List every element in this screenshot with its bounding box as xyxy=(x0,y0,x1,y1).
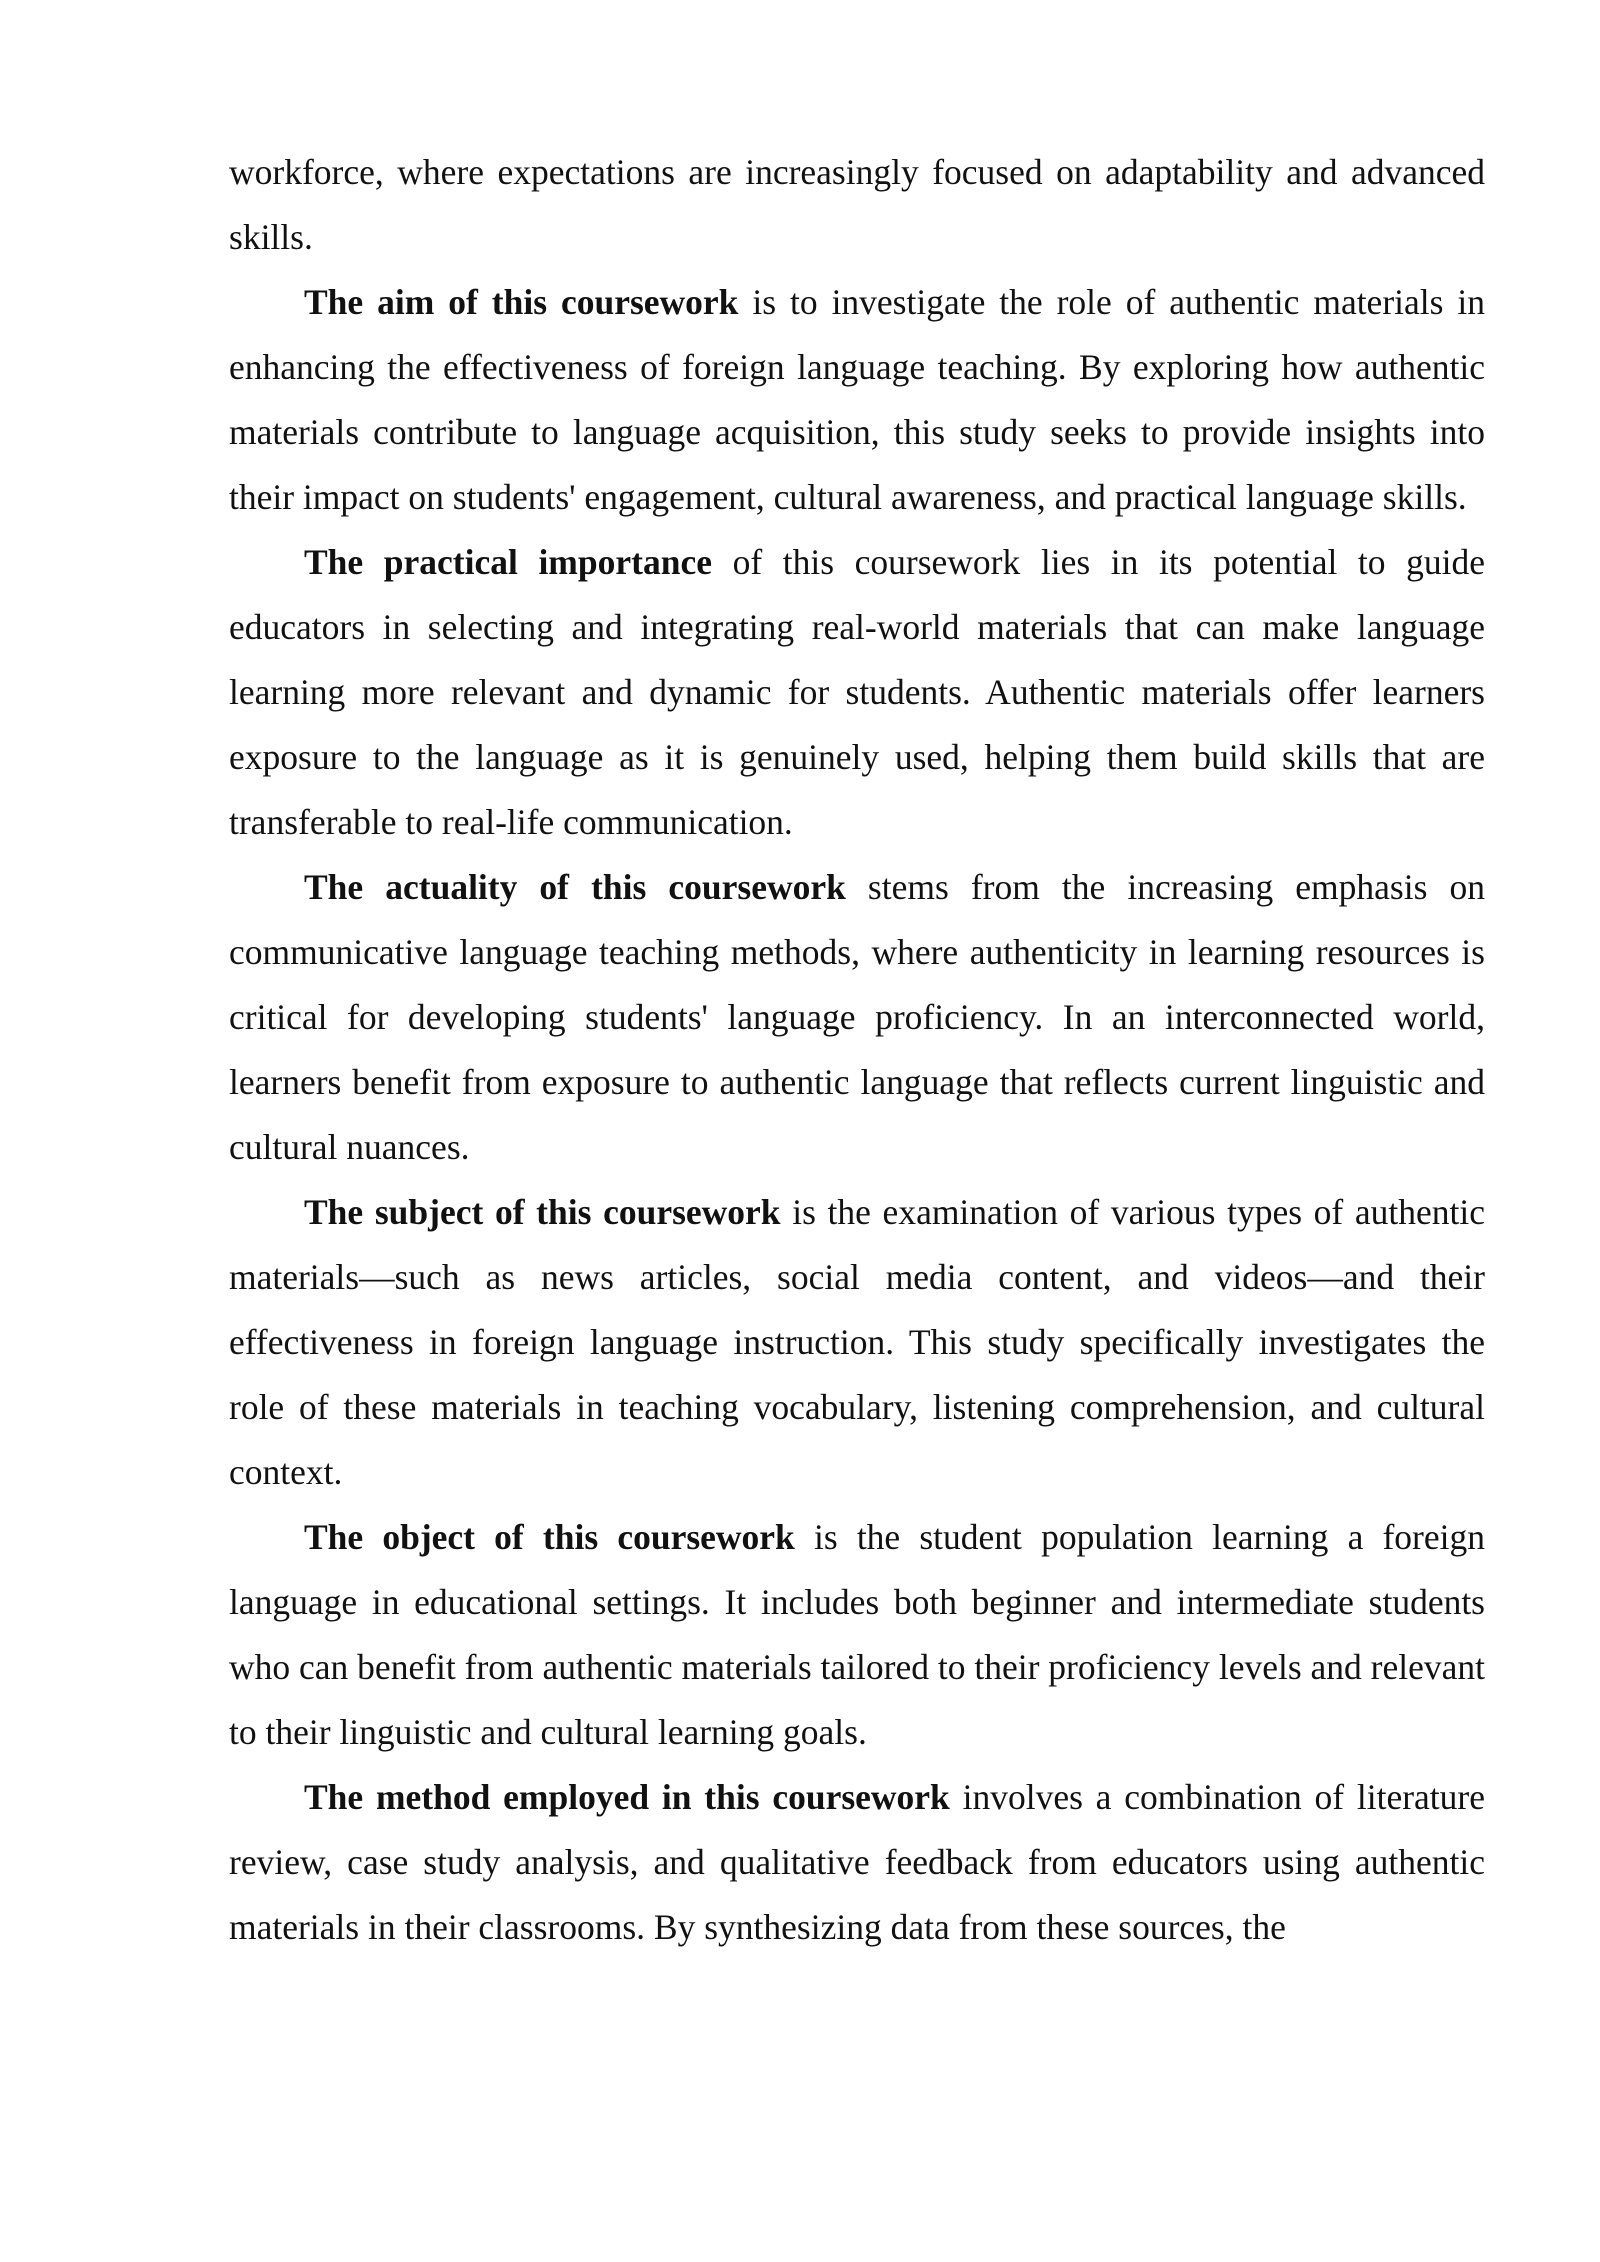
paragraph-subject xyxy=(229,1180,1485,1505)
paragraph-text: is the examination of various types of authentic materials—such as news articles, social media content, and videos—and their effectiveness in foreign language instruction. This study specifically investigates the role of these materials in teaching vocabulary, listening comprehension, and cultural context. xyxy=(229,1192,1486,1492)
paragraph-text: is to investigate the role of authentic materials in enhancing the effectiveness of foreign language teaching. By exploring how authentic materials contribute to language acquisition, this study seeks to provide insights into their impact on students' engagement, cultural awareness, and practical language skills. xyxy=(229,282,1485,517)
paragraph-method xyxy=(229,1765,1485,1960)
paragraph-lead-bold: The aim of this coursework xyxy=(304,282,739,322)
paragraph-lead-bold: The practical importance xyxy=(304,542,712,582)
paragraph-aim xyxy=(229,270,1485,530)
paragraph-text: involves a combination of literature review, case study analysis, and qualitative feedback from educators using authentic materials in their classrooms. By synthesizing data from these sources, the xyxy=(229,1777,1485,1947)
paragraph-text: of this coursework lies in its potential to guide educators in selecting and integrating real-world materials that can make language learning more relevant and dynamic for students. Authentic materials offer learners exposure to the language as it is genuinely used, helping them build skills that are transferable to real-life communication. xyxy=(229,542,1485,842)
body-text xyxy=(229,140,1485,1960)
paragraph-text: workforce, where expectations are increasingly focused on adaptability and advanced skills. xyxy=(229,152,1485,257)
paragraph-actuality xyxy=(229,855,1485,1180)
paragraph-text: stems from the increasing emphasis on communicative language teaching methods, where authenticity in learning resources is critical for developing students' language proficiency. In an interconnected world, learners benefit from exposure to authentic language that reflects current linguistic and cultural nuances. xyxy=(229,867,1485,1167)
paragraph-lead-bold: The method employed in this coursework xyxy=(304,1777,950,1817)
paragraph-practical-importance xyxy=(229,530,1485,855)
paragraph-lead-bold: The subject of this coursework xyxy=(304,1192,781,1232)
paragraph-text: is the student population learning a foreign language in educational settings. It includes both beginner and intermediate students who can benefit from authentic materials tailored to their proficiency levels and relevant to their linguistic and cultural learning goals. xyxy=(229,1517,1486,1752)
paragraph-lead-bold: The actuality of this coursework xyxy=(304,867,846,907)
paragraph-lead-bold: The object of this coursework xyxy=(304,1517,795,1557)
paragraph-object xyxy=(229,1505,1485,1765)
paragraph-intro-continuation xyxy=(229,140,1485,270)
